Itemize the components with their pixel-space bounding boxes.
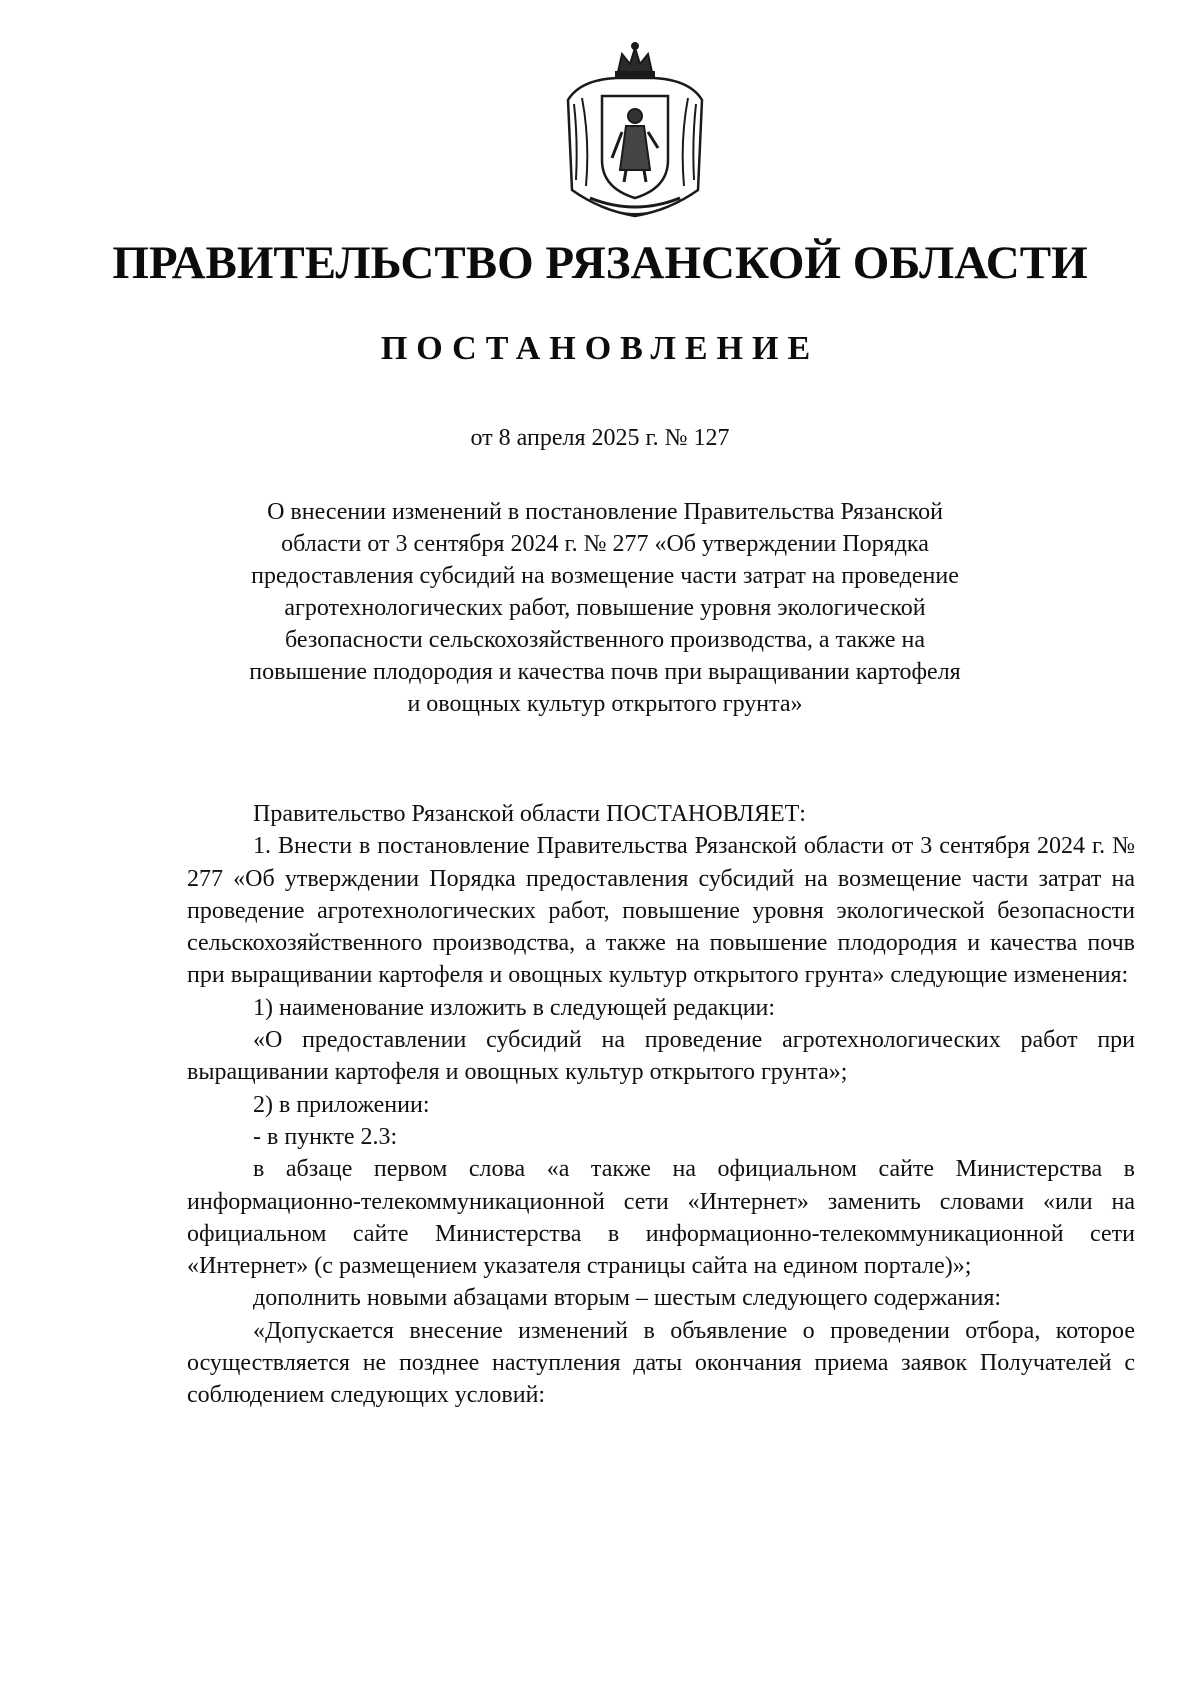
document-type: ПОСТАНОВЛЕНИЕ xyxy=(380,330,820,367)
body-paragraph: «О предоставлении субсидий на проведение агротехнологических работ при выращивании картофеля и овощных культур открытого грунта»; xyxy=(187,1027,1135,1086)
body-paragraph: в абзаце первом слова «а также на официальном сайте Министерства в информационно-телекоммуникационной сети «Интернет» заменить словами «или на официальном сайте Министерства в информационно-телекоммуникационной сети «Интернет» (с размещением указателя страницы сайта на едином портале)»; xyxy=(187,1156,1135,1280)
body-paragraph: Правительство Рязанской области ПОСТАНОВЛЯЕТ: xyxy=(253,801,806,827)
organization-title: ПРАВИТЕЛЬСТВО РЯЗАНСКОЙ ОБЛАСТИ xyxy=(112,237,1088,289)
coat-of-arms-icon xyxy=(560,40,710,220)
body-paragraph: 1) наименование изложить в следующей редакции: xyxy=(253,994,776,1021)
body-paragraph: «Допускается внесение изменений в объявление о проведении отбора, которое осуществляется не позднее наступления даты окончания приема заявок Получателей с соблюдением следующих условий: xyxy=(187,1317,1135,1409)
document-body xyxy=(187,798,1135,1412)
document-subject: О внесении изменений в постановление Правительства Рязанской области от 3 сентября 2024 г. № 277 «Об утверждении Порядка предоставления субсидий на возмещение части затрат на проведение агротехнологических работ, повышение уровня экологической безопасности сельскохозяйственного производства, а также на повышение плодородия и качества почв при выращивании картофеля и овощных культур открытого грунта» xyxy=(249,499,961,717)
body-paragraph: 2) в приложении: xyxy=(253,1091,430,1118)
body-paragraph: дополнить новыми абзацами вторым – шестым следующего содержания: xyxy=(253,1285,1002,1312)
body-paragraph: 1. Внести в постановление Правительства Рязанской области от 3 сентября 2024 г. № 277 «Об утверждении Порядка предоставления субсидий на возмещение части затрат на проведение агротехнологических работ, повышение уровня экологической безопасности сельскохозяйственного производства, а также на повышение плодородия и качества почв при выращивании картофеля и овощных культур открытого грунта» следующие изменения: xyxy=(187,833,1135,989)
document-date-number: от 8 апреля 2025 г. № 127 xyxy=(470,425,730,451)
body-paragraph: - в пункте 2.3: xyxy=(253,1123,398,1150)
